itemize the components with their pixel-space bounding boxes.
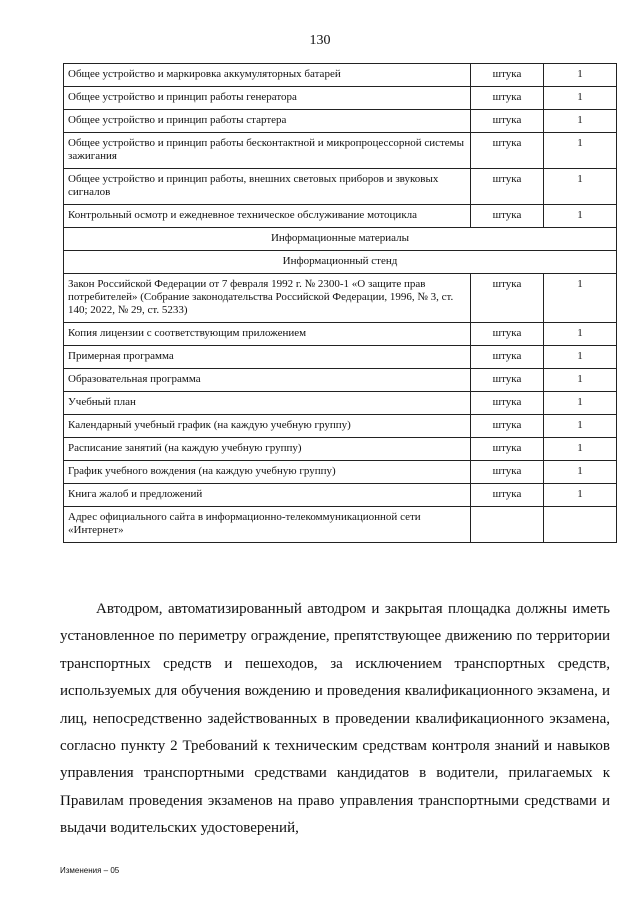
item-name: Расписание занятий (на каждую учебную группу): [64, 438, 471, 461]
item-quantity: 1: [544, 484, 617, 507]
item-quantity: 1: [544, 110, 617, 133]
item-unit: штука: [471, 392, 544, 415]
section-header-info-stand: Информационный стенд: [64, 251, 617, 274]
item-unit: штука: [471, 169, 544, 205]
item-name: Общее устройство и принцип работы, внешних световых приборов и звуковых сигналов: [64, 169, 471, 205]
item-quantity: 1: [544, 169, 617, 205]
item-quantity: 1: [544, 392, 617, 415]
item-unit: штука: [471, 133, 544, 169]
table-row: [64, 438, 617, 461]
section-header-info-materials: Информационные материалы: [64, 228, 617, 251]
item-quantity: 1: [544, 274, 617, 323]
table-row: [64, 507, 617, 543]
table-row: [64, 461, 617, 484]
table-row: [64, 484, 617, 507]
item-unit: штука: [471, 64, 544, 87]
item-unit: штука: [471, 205, 544, 228]
item-quantity: 1: [544, 87, 617, 110]
item-unit: штука: [471, 461, 544, 484]
item-name: Закон Российской Федерации от 7 февраля 1992 г. № 2300-1 «О защите прав потребителей» (Собрание законодательства Российской Федерации, 1996, № 3, ст. 140; 2022, № 29, ст. 5233): [64, 274, 471, 323]
item-name: Общее устройство и принцип работы бесконтактной и микропроцессорной системы зажигания: [64, 133, 471, 169]
item-quantity: 1: [544, 438, 617, 461]
item-unit: штука: [471, 415, 544, 438]
item-quantity: 1: [544, 415, 617, 438]
item-name: Календарный учебный график (на каждую учебную группу): [64, 415, 471, 438]
item-name: Примерная программа: [64, 346, 471, 369]
section-header-row: [64, 251, 617, 274]
table-row: [64, 87, 617, 110]
item-unit: штука: [471, 110, 544, 133]
item-name: Копия лицензии с соответствующим приложением: [64, 323, 471, 346]
item-unit: штука: [471, 438, 544, 461]
item-unit: [471, 507, 544, 543]
item-unit: штука: [471, 323, 544, 346]
item-unit: штука: [471, 369, 544, 392]
table-row: [64, 392, 617, 415]
item-unit: штука: [471, 87, 544, 110]
item-unit: штука: [471, 346, 544, 369]
item-quantity: 1: [544, 461, 617, 484]
item-name: Адрес официального сайта в информационно-телекоммуникационной сети «Интернет»: [64, 507, 471, 543]
item-name: Контрольный осмотр и ежедневное техническое обслуживание мотоцикла: [64, 205, 471, 228]
table-row: [64, 64, 617, 87]
item-quantity: 1: [544, 346, 617, 369]
section-header-row: [64, 228, 617, 251]
table-row: [64, 205, 617, 228]
item-name: График учебного вождения (на каждую учебную группу): [64, 461, 471, 484]
item-unit: штука: [471, 484, 544, 507]
table-row: [64, 346, 617, 369]
item-name: Общее устройство и маркировка аккумуляторных батарей: [64, 64, 471, 87]
table-row: [64, 323, 617, 346]
item-unit: штука: [471, 274, 544, 323]
item-name: Образовательная программа: [64, 369, 471, 392]
item-quantity: [544, 507, 617, 543]
item-quantity: 1: [544, 205, 617, 228]
table-row: [64, 110, 617, 133]
table-row: [64, 415, 617, 438]
item-name: Общее устройство и принцип работы генератора: [64, 87, 471, 110]
item-name: Общее устройство и принцип работы стартера: [64, 110, 471, 133]
table-row: [64, 133, 617, 169]
item-quantity: 1: [544, 64, 617, 87]
item-quantity: 1: [544, 133, 617, 169]
table-row: [64, 369, 617, 392]
item-name: Учебный план: [64, 392, 471, 415]
item-name: Книга жалоб и предложений: [64, 484, 471, 507]
table-row: [64, 169, 617, 205]
body-paragraph: Автодром, автоматизированный автодром и закрытая площадка должны иметь установленное по периметру ограждение, препятствующее движению по территории транспортных средств и пешеходов, за исключением транспортных средств, используемых для обучения вождению и проведения квалификационного экзамена, и лиц, непосредственно задействованных в проведении квалификационного экзамена, согласно пункту 2 Требований к техническим средствам контроля знаний и навыков управления транспортными средствами кандидатов в водители, прилагаемых к Правилам проведения экзаменов на право управления транспортными средствами и выдачи водительских удостоверений,: [60, 601, 610, 837]
page-number: 130: [309, 33, 331, 48]
table-row: [64, 274, 617, 323]
item-quantity: 1: [544, 369, 617, 392]
item-quantity: 1: [544, 323, 617, 346]
footer-revision-note: Изменения – 05: [60, 866, 120, 875]
equipment-table: [63, 63, 617, 543]
